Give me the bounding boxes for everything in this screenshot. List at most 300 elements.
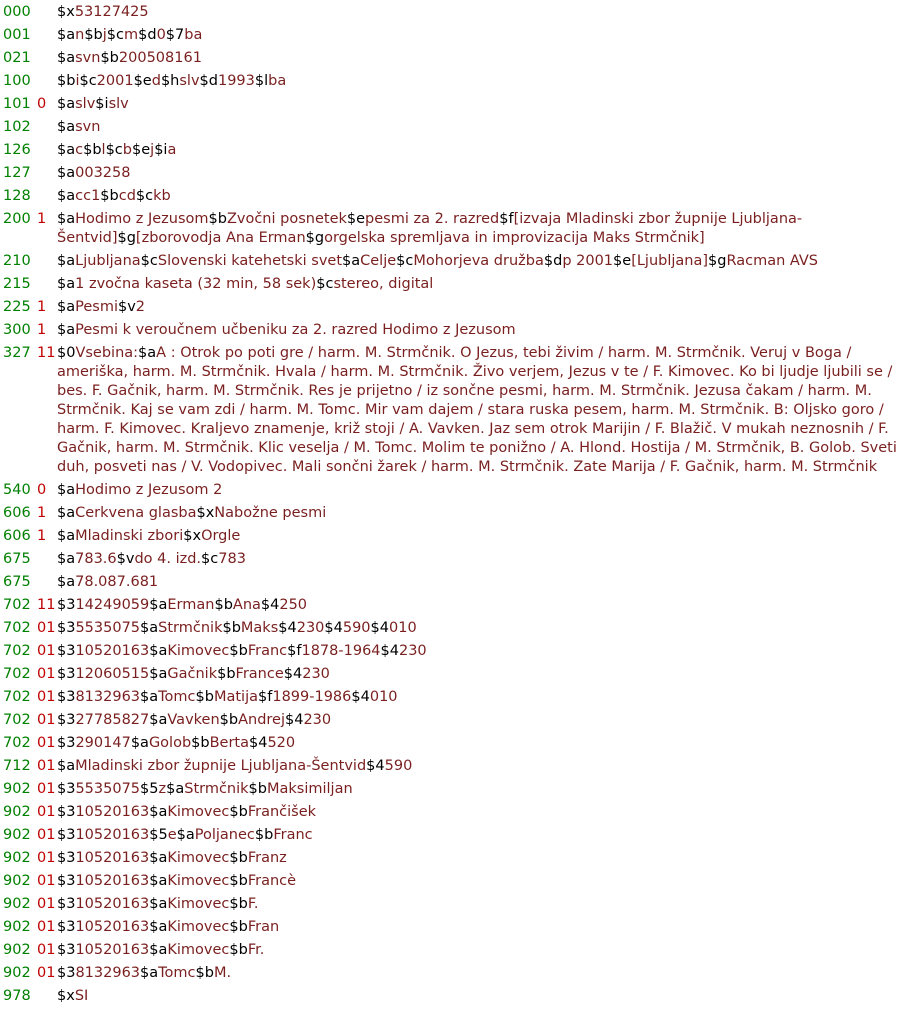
subfield-value: Nabožne pesmi — [214, 505, 327, 521]
field-content — [57, 187, 899, 206]
field-indicator: 0 — [37, 96, 47, 112]
field-row — [0, 688, 900, 707]
subfield-value: Francè — [247, 873, 297, 889]
subfield-code: $b — [57, 73, 76, 89]
subfield-value: 8132963 — [75, 965, 141, 981]
subfield-value: stereo, digital — [333, 276, 434, 292]
subfield-value: 10520163 — [75, 827, 150, 843]
subfield-code: $i — [95, 96, 109, 112]
subfield-value: b — [122, 142, 132, 158]
subfield-value: Kimovec — [167, 643, 230, 659]
subfield-value: c — [75, 142, 84, 158]
subfield-code: $5 — [140, 781, 159, 797]
field-content — [57, 141, 899, 160]
subfield-code: $b — [195, 689, 214, 705]
subfield-code: $4 — [351, 689, 370, 705]
subfield-code: $a — [57, 758, 76, 774]
field-row — [0, 3, 900, 22]
field-tag: 902 — [3, 850, 31, 866]
subfield-code: $x — [196, 505, 215, 521]
subfield-code: $v — [116, 551, 135, 567]
field-indicator: 0 — [37, 482, 47, 498]
subfield-code: $c — [135, 188, 154, 204]
field-indicator: 11 — [37, 345, 56, 361]
subfield-code: $b — [84, 27, 103, 43]
field-indicator — [37, 3, 57, 22]
subfield-code: $5 — [149, 827, 168, 843]
subfield-code: $a — [149, 597, 168, 613]
subfield-value: Fr. — [247, 942, 265, 958]
field-tag: 902 — [3, 804, 31, 820]
field-content — [57, 252, 899, 271]
subfield-value: ba — [268, 73, 287, 89]
subfield-code: $a — [149, 712, 168, 728]
subfield-code: $f — [258, 689, 273, 705]
subfield-value: p 2001 — [562, 253, 614, 269]
subfield-value: 003258 — [75, 165, 131, 181]
field-indicator — [37, 550, 57, 569]
subfield-code: $a — [166, 781, 185, 797]
field-indicator — [37, 26, 57, 45]
field-tag: 327 — [3, 345, 31, 361]
subfield-code: $i — [154, 142, 168, 158]
field-tag: 902 — [3, 827, 31, 843]
subfield-value: Celje — [360, 253, 397, 269]
field-indicator — [37, 72, 57, 91]
subfield-code: $a — [57, 96, 76, 112]
subfield-value: Kimovec — [167, 804, 230, 820]
field-content — [57, 275, 899, 294]
subfield-value: 5535075 — [75, 620, 141, 636]
field-content — [57, 987, 899, 1006]
subfield-value: Kimovec — [167, 919, 230, 935]
subfield-value: Frančišek — [247, 804, 317, 820]
subfield-code: $3 — [57, 827, 76, 843]
subfield-code: $a — [138, 345, 157, 361]
subfield-value: 230 — [296, 620, 325, 636]
subfield-value: 2 — [135, 299, 146, 315]
subfield-value: 230 — [398, 643, 427, 659]
subfield-code: $c — [396, 253, 414, 269]
subfield-code: $b — [229, 850, 248, 866]
subfield-value: 2001 — [96, 73, 134, 89]
field-tag: 300 — [3, 322, 31, 338]
field-tag: 127 — [3, 165, 31, 181]
subfield-code: $a — [149, 896, 168, 912]
field-tag: 702 — [3, 620, 31, 636]
subfield-code: $a — [149, 873, 168, 889]
field-tag: 902 — [3, 919, 31, 935]
field-tag: 702 — [3, 689, 31, 705]
subfield-code: $c — [201, 551, 219, 567]
subfield-code: $x — [183, 528, 202, 544]
subfield-code: $f — [287, 643, 302, 659]
subfield-code: $4 — [278, 620, 297, 636]
field-content — [57, 3, 899, 22]
subfield-code: $a — [149, 850, 168, 866]
subfield-code: $3 — [57, 712, 76, 728]
subfield-code: $a — [57, 505, 76, 521]
subfield-value: Cerkvena glasba — [75, 505, 197, 521]
subfield-code: $a — [57, 188, 76, 204]
subfield-code: $3 — [57, 804, 76, 820]
subfield-value: Hodimo z Jezusom 2 — [75, 482, 223, 498]
field-tag: 215 — [3, 276, 31, 292]
subfield-code: $7 — [165, 27, 185, 43]
subfield-code: $c — [316, 276, 334, 292]
subfield-value: 12060515 — [75, 666, 150, 682]
subfield-value: svn — [75, 119, 101, 135]
subfield-code: $d — [138, 27, 157, 43]
field-indicator — [37, 573, 57, 592]
field-tag: 902 — [3, 965, 31, 981]
subfield-value: Kimovec — [167, 942, 230, 958]
field-tag: 675 — [3, 574, 31, 590]
subfield-value: cc1 — [75, 188, 101, 204]
subfield-code: $h — [160, 73, 180, 89]
subfield-value: 10520163 — [75, 804, 150, 820]
subfield-value: orgelska spremljava in improvizacija Maks Strmčnik] — [324, 230, 705, 246]
field-row — [0, 344, 900, 477]
subfield-code: $a — [57, 27, 76, 43]
subfield-code: $a — [149, 666, 168, 682]
subfield-code: $4 — [324, 620, 343, 636]
subfield-value: 010 — [389, 620, 417, 636]
subfield-code: $x — [57, 4, 75, 20]
subfield-code: $f — [499, 211, 514, 227]
field-indicator — [37, 252, 57, 271]
field-row — [0, 187, 900, 206]
field-indicator: 01 — [37, 850, 56, 866]
subfield-code: $b — [191, 735, 210, 751]
subfield-value: Zvočni posnetek — [226, 211, 347, 227]
field-row — [0, 298, 900, 317]
subfield-code: $3 — [57, 597, 76, 613]
subfield-code: $b — [229, 643, 248, 659]
subfield-code: $a — [57, 142, 76, 158]
subfield-value: Strmčnik — [158, 620, 223, 636]
field-row — [0, 895, 900, 914]
subfield-value: 590 — [342, 620, 371, 636]
field-indicator: 01 — [37, 896, 56, 912]
field-indicator: 01 — [37, 873, 56, 889]
field-content — [57, 872, 899, 891]
field-row — [0, 321, 900, 340]
subfield-code: $a — [57, 211, 76, 227]
subfield-value: 10520163 — [75, 643, 150, 659]
subfield-code: $b — [100, 188, 119, 204]
subfield-value: 1878-1964 — [301, 643, 381, 659]
subfield-value: pesmi za 2. razred — [365, 211, 500, 227]
subfield-value: 250 — [279, 597, 308, 613]
field-indicator: 01 — [37, 781, 56, 797]
subfield-code: $3 — [57, 781, 76, 797]
subfield-value: Andrej — [238, 712, 285, 728]
field-indicator — [37, 275, 57, 294]
field-indicator: 1 — [37, 299, 47, 315]
subfield-value: Ana — [232, 597, 261, 613]
field-row — [0, 642, 900, 661]
subfield-value: 290147 — [75, 735, 131, 751]
subfield-value: France — [235, 666, 284, 682]
field-indicator: 01 — [37, 827, 56, 843]
subfield-value: Orgle — [201, 528, 241, 544]
field-tag: 902 — [3, 942, 31, 958]
field-content — [57, 298, 899, 317]
subfield-value: Kimovec — [167, 873, 230, 889]
field-tag: 606 — [3, 528, 31, 544]
field-tag: 978 — [3, 988, 31, 1004]
subfield-code: $g — [708, 253, 727, 269]
subfield-code: $a — [342, 253, 361, 269]
subfield-code: $3 — [57, 643, 76, 659]
subfield-value: Mladinski zbor župnije Ljubljana-Šentvid — [75, 758, 367, 774]
subfield-code: $4 — [283, 666, 303, 682]
field-tag: 021 — [3, 50, 31, 66]
subfield-code: $b — [229, 919, 248, 935]
subfield-value: Tomc — [158, 689, 196, 705]
subfield-code: $a — [149, 942, 168, 958]
subfield-code: $d — [199, 73, 218, 89]
field-tag: 101 — [3, 96, 31, 112]
subfield-code: $c — [140, 253, 158, 269]
subfield-code: $a — [149, 804, 168, 820]
field-indicator: 01 — [37, 735, 56, 751]
subfield-value: Franz — [247, 850, 287, 866]
subfield-value: d — [151, 73, 161, 89]
subfield-code: $4 — [366, 758, 385, 774]
field-row — [0, 665, 900, 684]
subfield-value: Pesmi — [75, 299, 118, 315]
field-content — [57, 321, 899, 340]
field-content — [57, 619, 899, 638]
subfield-code: $a — [57, 482, 76, 498]
field-content — [57, 734, 899, 753]
field-content — [57, 826, 899, 845]
subfield-code: $a — [57, 574, 76, 590]
subfield-code: $4 — [285, 712, 304, 728]
subfield-value: 783 — [218, 551, 246, 567]
subfield-value: i — [75, 73, 80, 89]
subfield-value: 53127425 — [74, 4, 149, 20]
field-row — [0, 918, 900, 937]
subfield-value: 78.087.681 — [75, 574, 159, 590]
field-tag: 102 — [3, 119, 31, 135]
subfield-code: $a — [57, 165, 76, 181]
subfield-code: $a — [57, 528, 76, 544]
subfield-value: svn — [75, 50, 101, 66]
field-row — [0, 72, 900, 91]
field-row — [0, 481, 900, 500]
field-row — [0, 527, 900, 546]
field-tag: 000 — [3, 4, 31, 20]
subfield-code: $3 — [57, 942, 76, 958]
field-row — [0, 275, 900, 294]
subfield-code: $l — [254, 73, 269, 89]
subfield-code: $4 — [380, 643, 399, 659]
field-row — [0, 872, 900, 891]
field-indicator: 01 — [37, 666, 56, 682]
subfield-value: 1993 — [217, 73, 255, 89]
field-row — [0, 826, 900, 845]
field-tag: 712 — [3, 758, 31, 774]
subfield-code: $b — [254, 827, 274, 843]
subfield-value: z — [158, 781, 167, 797]
field-indicator: 1 — [37, 322, 47, 338]
field-tag: 902 — [3, 896, 31, 912]
field-row — [0, 210, 900, 248]
subfield-code: $b — [214, 597, 233, 613]
subfield-code: $a — [149, 643, 168, 659]
subfield-code: $v — [117, 299, 136, 315]
subfield-value: j — [150, 142, 155, 158]
subfield-value: Berta — [209, 735, 249, 751]
subfield-code: $b — [83, 142, 102, 158]
subfield-code: $0 — [57, 345, 76, 361]
field-row — [0, 803, 900, 822]
subfield-code: $a — [57, 299, 76, 315]
field-indicator: 1 — [37, 505, 47, 521]
field-indicator: 01 — [37, 965, 56, 981]
field-tag: 210 — [3, 253, 31, 269]
subfield-code: $e — [133, 73, 152, 89]
field-content — [57, 964, 899, 983]
field-content — [57, 895, 899, 914]
subfield-code: $a — [140, 689, 159, 705]
field-tag: 606 — [3, 505, 31, 521]
field-tag: 702 — [3, 666, 31, 682]
subfield-code: $a — [130, 735, 149, 751]
subfield-code: $3 — [57, 689, 76, 705]
field-row — [0, 596, 900, 615]
subfield-code: $4 — [260, 597, 280, 613]
field-content — [57, 26, 899, 45]
subfield-code: $g — [117, 230, 136, 246]
field-tag: 001 — [3, 27, 31, 43]
subfield-value: m — [124, 27, 139, 43]
field-row — [0, 987, 900, 1006]
field-content — [57, 504, 899, 523]
subfield-value: Maksimiljan — [266, 781, 353, 797]
subfield-code: $e — [132, 142, 151, 158]
field-content — [57, 95, 899, 114]
subfield-code: $e — [346, 211, 366, 227]
subfield-value: [izvaja Mladinski zbor župnije Ljubljana-Šentvid] — [57, 211, 803, 246]
subfield-code: $3 — [57, 666, 76, 682]
subfield-value: j — [102, 27, 107, 43]
subfield-code: $g — [305, 230, 325, 246]
subfield-value: 590 — [384, 758, 413, 774]
subfield-value: Matija — [213, 689, 258, 705]
field-indicator: 01 — [37, 712, 56, 728]
field-tag: 540 — [3, 482, 31, 498]
subfield-code: $a — [176, 827, 195, 843]
subfield-value: l — [101, 142, 106, 158]
field-indicator: 01 — [37, 689, 56, 705]
subfield-value: Slovenski katehetski svet — [157, 253, 343, 269]
subfield-code: $a — [57, 119, 76, 135]
field-row — [0, 504, 900, 523]
field-indicator — [37, 164, 57, 183]
subfield-value: 27785827 — [75, 712, 150, 728]
field-row — [0, 141, 900, 160]
subfield-value: Fran — [247, 919, 280, 935]
subfield-code: $3 — [57, 850, 76, 866]
field-content — [57, 780, 899, 799]
field-indicator: 01 — [37, 620, 56, 636]
field-row — [0, 164, 900, 183]
subfield-code: $c — [105, 142, 123, 158]
field-indicator — [37, 141, 57, 160]
subfield-code: $a — [57, 322, 76, 338]
field-indicator — [37, 987, 57, 1006]
field-tag: 200 — [3, 211, 31, 227]
field-row — [0, 252, 900, 271]
subfield-value: e — [167, 827, 177, 843]
subfield-value: Pesmi k veroučnem učbeniku za 2. razred Hodimo z Jezusom — [75, 322, 516, 338]
field-content — [57, 72, 899, 91]
subfield-value: do 4. izd. — [134, 551, 202, 567]
field-content — [57, 550, 899, 569]
subfield-value: 10520163 — [75, 873, 150, 889]
subfield-value: 230 — [303, 712, 332, 728]
subfield-value: 1 zvočna kaseta (32 min, 58 sek) — [75, 276, 317, 292]
subfield-value: 8132963 — [75, 689, 141, 705]
subfield-value: Hodimo z Jezusom — [75, 211, 209, 227]
subfield-value: 10520163 — [75, 919, 150, 935]
subfield-code: $3 — [57, 919, 76, 935]
subfield-code: $a — [57, 253, 76, 269]
field-indicator — [37, 49, 57, 68]
field-indicator: 01 — [37, 919, 56, 935]
subfield-value: Poljanec — [194, 827, 255, 843]
field-content — [57, 849, 899, 868]
subfield-code: $b — [195, 965, 214, 981]
subfield-value: Tomc — [158, 965, 196, 981]
subfield-code: $b — [219, 712, 239, 728]
field-row — [0, 573, 900, 592]
field-content — [57, 757, 899, 776]
field-content — [57, 481, 899, 500]
field-tag: 902 — [3, 781, 31, 797]
subfield-value: Mohorjeva družba — [413, 253, 544, 269]
subfield-value: 200508161 — [118, 50, 202, 66]
subfield-value: n — [75, 27, 85, 43]
field-row — [0, 734, 900, 753]
subfield-code: $x — [57, 988, 75, 1004]
subfield-value: 5535075 — [75, 781, 141, 797]
subfield-code: $4 — [370, 620, 389, 636]
field-content — [57, 596, 899, 615]
subfield-value: Gačnik — [167, 666, 218, 682]
subfield-value: ba — [184, 27, 203, 43]
subfield-value: [Ljubljana] — [631, 253, 709, 269]
subfield-value: Ljubljana — [75, 253, 141, 269]
field-tag: 675 — [3, 551, 31, 567]
subfield-value: Franc — [273, 827, 313, 843]
subfield-code: $e — [613, 253, 632, 269]
field-content — [57, 688, 899, 707]
field-content — [57, 803, 899, 822]
field-row — [0, 780, 900, 799]
field-indicator: 1 — [37, 211, 47, 227]
subfield-code: $3 — [57, 620, 76, 636]
field-content — [57, 665, 899, 684]
field-content — [57, 642, 899, 661]
subfield-value: M. — [213, 965, 232, 981]
subfield-value: Strmčnik — [184, 781, 249, 797]
subfield-code: $a — [149, 919, 168, 935]
